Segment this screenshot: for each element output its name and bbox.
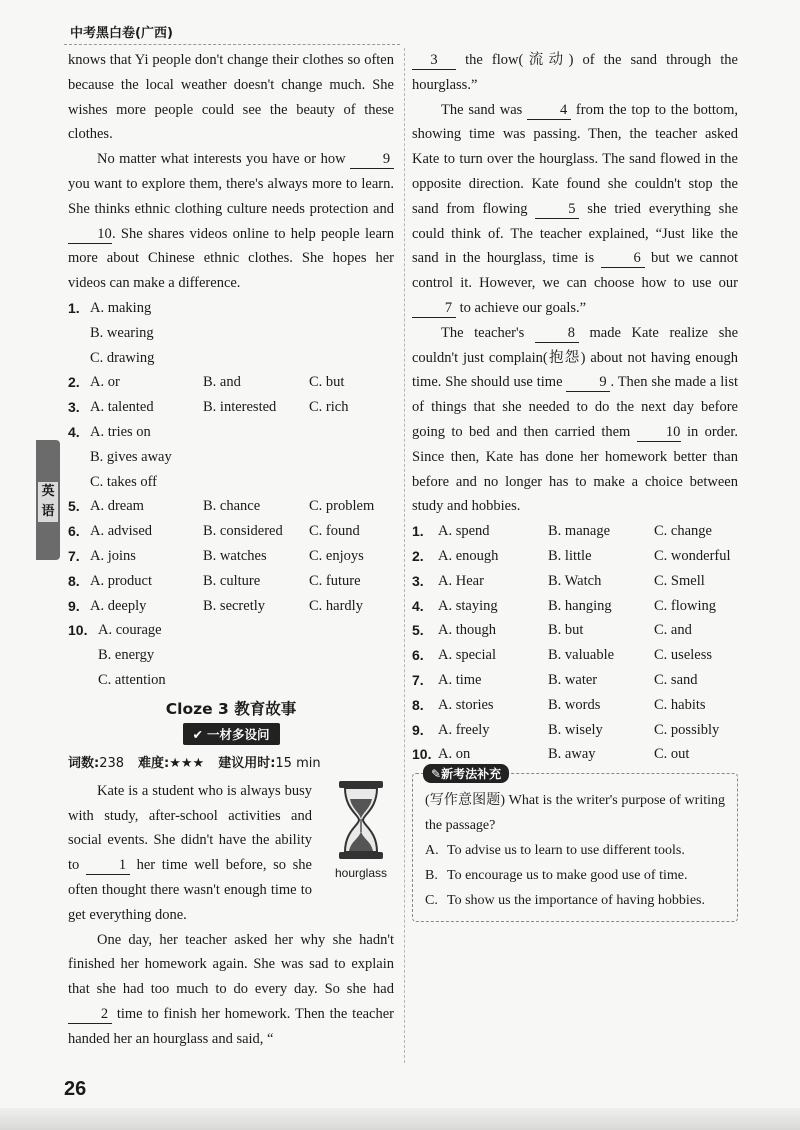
blank-10[interactable]: 10 [637, 423, 681, 442]
option-c[interactable]: C. out [654, 746, 690, 763]
page-bottom-shadow [0, 1108, 800, 1130]
option-a[interactable]: A. deeply [90, 597, 147, 614]
extra-question-box [412, 767, 738, 922]
subject-label: 英语 [38, 482, 58, 522]
option-a[interactable]: A. special [438, 647, 496, 664]
badge-wrap [68, 723, 394, 749]
blank-10[interactable]: 10 [68, 225, 112, 244]
choice-letter: A. [425, 843, 439, 859]
extra-choice[interactable] [425, 838, 725, 863]
option-b[interactable]: B. little [548, 547, 592, 564]
option-a[interactable]: A. tries on [90, 423, 151, 440]
question-number: 1. [412, 523, 424, 540]
story-paragraph: Kate is a student who is always busy with study, after-school activities and social events. She didn't have the ability to 1 her time well before, so she often thought there wasn't enough time to get everything done. [68, 782, 312, 923]
option-c[interactable]: C. change [654, 523, 712, 540]
option-c[interactable]: C. flowing [654, 597, 717, 614]
page-number: 26 [64, 1078, 87, 1100]
choice-text: To encourage us to make good use of time. [447, 868, 688, 884]
option-b[interactable]: B. energy [98, 647, 155, 664]
choice-letter: B. [425, 868, 438, 884]
choice-text: To advise us to learn to use different tools. [447, 843, 685, 859]
option-b[interactable]: B. secretly [203, 597, 266, 614]
extra-question-tag: ✎新考法补充 [423, 764, 509, 783]
option-c[interactable]: C. wonderful [654, 547, 731, 564]
story-paragraph: One day, her teacher asked her why she hadn't finished her homework again. She was sad to explain that she had too much to do every day. So she had 2 time to finish her homework. Then the teacher handed her an hourglass and said, “ [68, 931, 395, 1047]
header-divider [64, 44, 400, 45]
option-row [412, 643, 738, 668]
blank-9[interactable]: 9 [350, 150, 394, 169]
suggested-time: 15 min [275, 755, 321, 771]
option-row: 3. A. talented B. interested C. rich [68, 395, 394, 420]
choice-text: To show us the importance of having hobbies. [447, 893, 705, 909]
option-b[interactable]: B. considered [203, 523, 283, 540]
option-b[interactable]: B. interested [203, 399, 277, 416]
option-c[interactable]: C. found [309, 523, 360, 540]
option-b[interactable]: B. wisely [548, 721, 603, 738]
option-a[interactable]: A. on [438, 746, 471, 763]
left-column [68, 48, 394, 1051]
option-c[interactable]: C. enjoys [309, 547, 364, 564]
question-number: 2. [412, 547, 424, 564]
blank-7[interactable]: 7 [412, 299, 456, 318]
option-b[interactable]: B. manage [548, 523, 611, 540]
option-row [412, 594, 738, 619]
cloze2-paragraph: No matter what interests you have or how 9 you want to explore them, there's always more to learn. She thinks ethnic clothing culture needs protection and 10. She shares videos online to help people learn more about Chinese ethnic clothes. She hopes her videos can make a difference. [68, 151, 394, 292]
check-icon: ✔ [192, 726, 203, 742]
question-number: 8. [412, 696, 424, 713]
section-badge: ✔ 一材多设问 [183, 723, 280, 745]
option-a[interactable]: A. though [438, 622, 496, 639]
question-number: 4. [412, 597, 424, 614]
option-row: 5. A. dream B. chance C. problem [68, 494, 394, 519]
extra-choice[interactable] [425, 888, 725, 913]
story-paragraph: The teacher's 8 made Kate realize she couldn't just complain(抱怨) about not having enough time. She should use time 9 . Then she made a list of things that she needed to do the next day before going to bed and then carried them 10 in order. Since then, Kate has done her homework better than before and no longer has to make a choice between study and hobbies. [412, 324, 739, 515]
option-a[interactable]: A. talented [90, 399, 154, 416]
option-c[interactable]: C. habits [654, 696, 706, 713]
option-c[interactable]: C. rich [309, 399, 349, 416]
option-c[interactable]: C. sand [654, 671, 698, 688]
option-c[interactable]: C. takes off [90, 473, 157, 490]
option-row: 6. A. advised B. considered C. found [68, 519, 394, 544]
option-row [412, 718, 738, 743]
question-number: 3. [412, 572, 424, 589]
blank-6[interactable]: 6 [601, 249, 645, 268]
option-row: 4. A. tries on [68, 420, 394, 445]
option-a[interactable]: A. advised [90, 523, 153, 540]
option-b[interactable]: B. but [548, 622, 584, 639]
option-row [412, 519, 738, 544]
hourglass-icon [333, 779, 389, 861]
option-row [412, 569, 738, 594]
option-b[interactable]: B. culture [203, 572, 261, 589]
question-number: 6. [412, 647, 424, 664]
option-c[interactable]: C. useless [654, 647, 712, 664]
option-a[interactable]: A. courage [98, 622, 162, 639]
column-divider [404, 48, 405, 1063]
option-b[interactable]: B. watches [203, 547, 267, 564]
option-a[interactable]: A. stories [438, 696, 494, 713]
page-header: 中考黑白卷(广西) [70, 26, 173, 41]
right-column [412, 48, 738, 922]
option-b[interactable]: B. away [548, 746, 596, 763]
option-a[interactable]: A. product [90, 572, 153, 589]
cloze3-options [412, 519, 738, 767]
option-row [412, 668, 738, 693]
option-a[interactable]: A. spend [438, 523, 490, 540]
blank-3[interactable]: 3 [412, 51, 456, 70]
option-row [412, 693, 738, 718]
option-a[interactable]: A. enough [438, 547, 499, 564]
bulb-icon: ✎ [431, 767, 442, 782]
hourglass-figure [328, 779, 394, 880]
blank-1[interactable]: 1 [86, 856, 130, 875]
choice-letter: C. [425, 893, 438, 909]
option-b[interactable]: B. Watch [548, 572, 602, 589]
option-row: 2. A. or B. and C. but [68, 370, 394, 395]
option-b[interactable]: B. words [548, 696, 601, 713]
option-a[interactable]: A. Hear [438, 572, 484, 589]
option-a[interactable]: A. joins [90, 547, 136, 564]
option-b[interactable]: B. and [203, 374, 241, 391]
option-row [412, 544, 738, 569]
extra-question-text: (写作意图题) What is the writer's purpose of writing the passage? [425, 793, 725, 834]
option-c[interactable]: C. attention [98, 671, 166, 688]
blank-8[interactable]: 8 [535, 324, 579, 343]
question-number: 5. [412, 622, 424, 639]
option-c[interactable]: C. hardly [309, 597, 363, 614]
option-a[interactable]: A. making [90, 299, 152, 316]
story-paragraph: The sand was 4 from the top to the bottom, showing time was passing. Then, the teacher asked Kate to turn over the hourglass. The sand flowed in the opposite direction. Kate found she couldn't stop the sand from flowing 5 she tried everything she could think of. The teacher explained, “Just like the sand in the hourglass, time is 6 but we cannot control it. However, we can choose how to use our 7 to achieve our goals.” [412, 101, 739, 316]
section-title: Cloze 3 教育故事 [165, 699, 297, 718]
extra-choices [425, 838, 725, 913]
option-a[interactable]: A. staying [438, 597, 498, 614]
blank-9[interactable]: 9 [566, 373, 610, 392]
option-a[interactable]: A. time [438, 671, 482, 688]
blank-4[interactable]: 4 [527, 101, 571, 120]
option-row: 9. A. deeply B. secretly C. hardly [68, 594, 394, 619]
option-c[interactable]: C. problem [309, 498, 375, 515]
passage-meta: 词数:238 难度:★★★ 建议用时:15 min [68, 755, 321, 771]
option-c[interactable]: C. Smell [654, 572, 705, 589]
option-b[interactable]: B. wearing [90, 324, 154, 341]
cloze2-options [68, 296, 394, 693]
option-row: 1. A. making [68, 296, 394, 321]
question-number: 9. [412, 721, 424, 738]
story-start [68, 779, 394, 928]
option-row [412, 618, 738, 643]
option-c[interactable]: C. drawing [90, 349, 155, 366]
option-a[interactable]: A. freely [438, 721, 490, 738]
extra-choice[interactable] [425, 863, 725, 888]
option-c[interactable]: C. but [309, 374, 345, 391]
option-b[interactable]: B. gives away [90, 448, 172, 465]
option-b[interactable]: B. chance [203, 498, 261, 515]
blank-5[interactable]: 5 [535, 200, 579, 219]
option-b[interactable]: B. hanging [548, 597, 612, 614]
blank-2[interactable]: 2 [68, 1005, 112, 1024]
question-number: 7. [412, 671, 424, 688]
option-b[interactable]: B. water [548, 671, 598, 688]
cloze2-paragraph: knows that Yi people don't change their clothes so often because the local weather doesn't change much. She wishes more people could see the beauty of these clothes. [68, 52, 394, 143]
option-row: 8. A. product B. culture C. future [68, 569, 394, 594]
option-c[interactable]: C. possibly [654, 721, 720, 738]
option-c[interactable]: C. future [309, 572, 361, 589]
option-row: 10. A. courage [68, 618, 394, 643]
word-count: 238 [99, 755, 125, 771]
hourglass-caption: hourglass [334, 865, 388, 880]
story-paragraph-cont: 3 the flow(流动) of the sand through the hourglass.” [412, 52, 738, 93]
option-row: 7. A. joins B. watches C. enjoys [68, 544, 394, 569]
difficulty-stars: ★★★ [169, 755, 205, 771]
question-number: 10. [412, 746, 432, 763]
option-c[interactable]: C. and [654, 622, 692, 639]
subject-side-tab [36, 440, 60, 560]
option-a[interactable]: A. dream [90, 498, 144, 515]
option-a[interactable]: A. or [90, 374, 120, 391]
option-b[interactable]: B. valuable [548, 647, 615, 664]
